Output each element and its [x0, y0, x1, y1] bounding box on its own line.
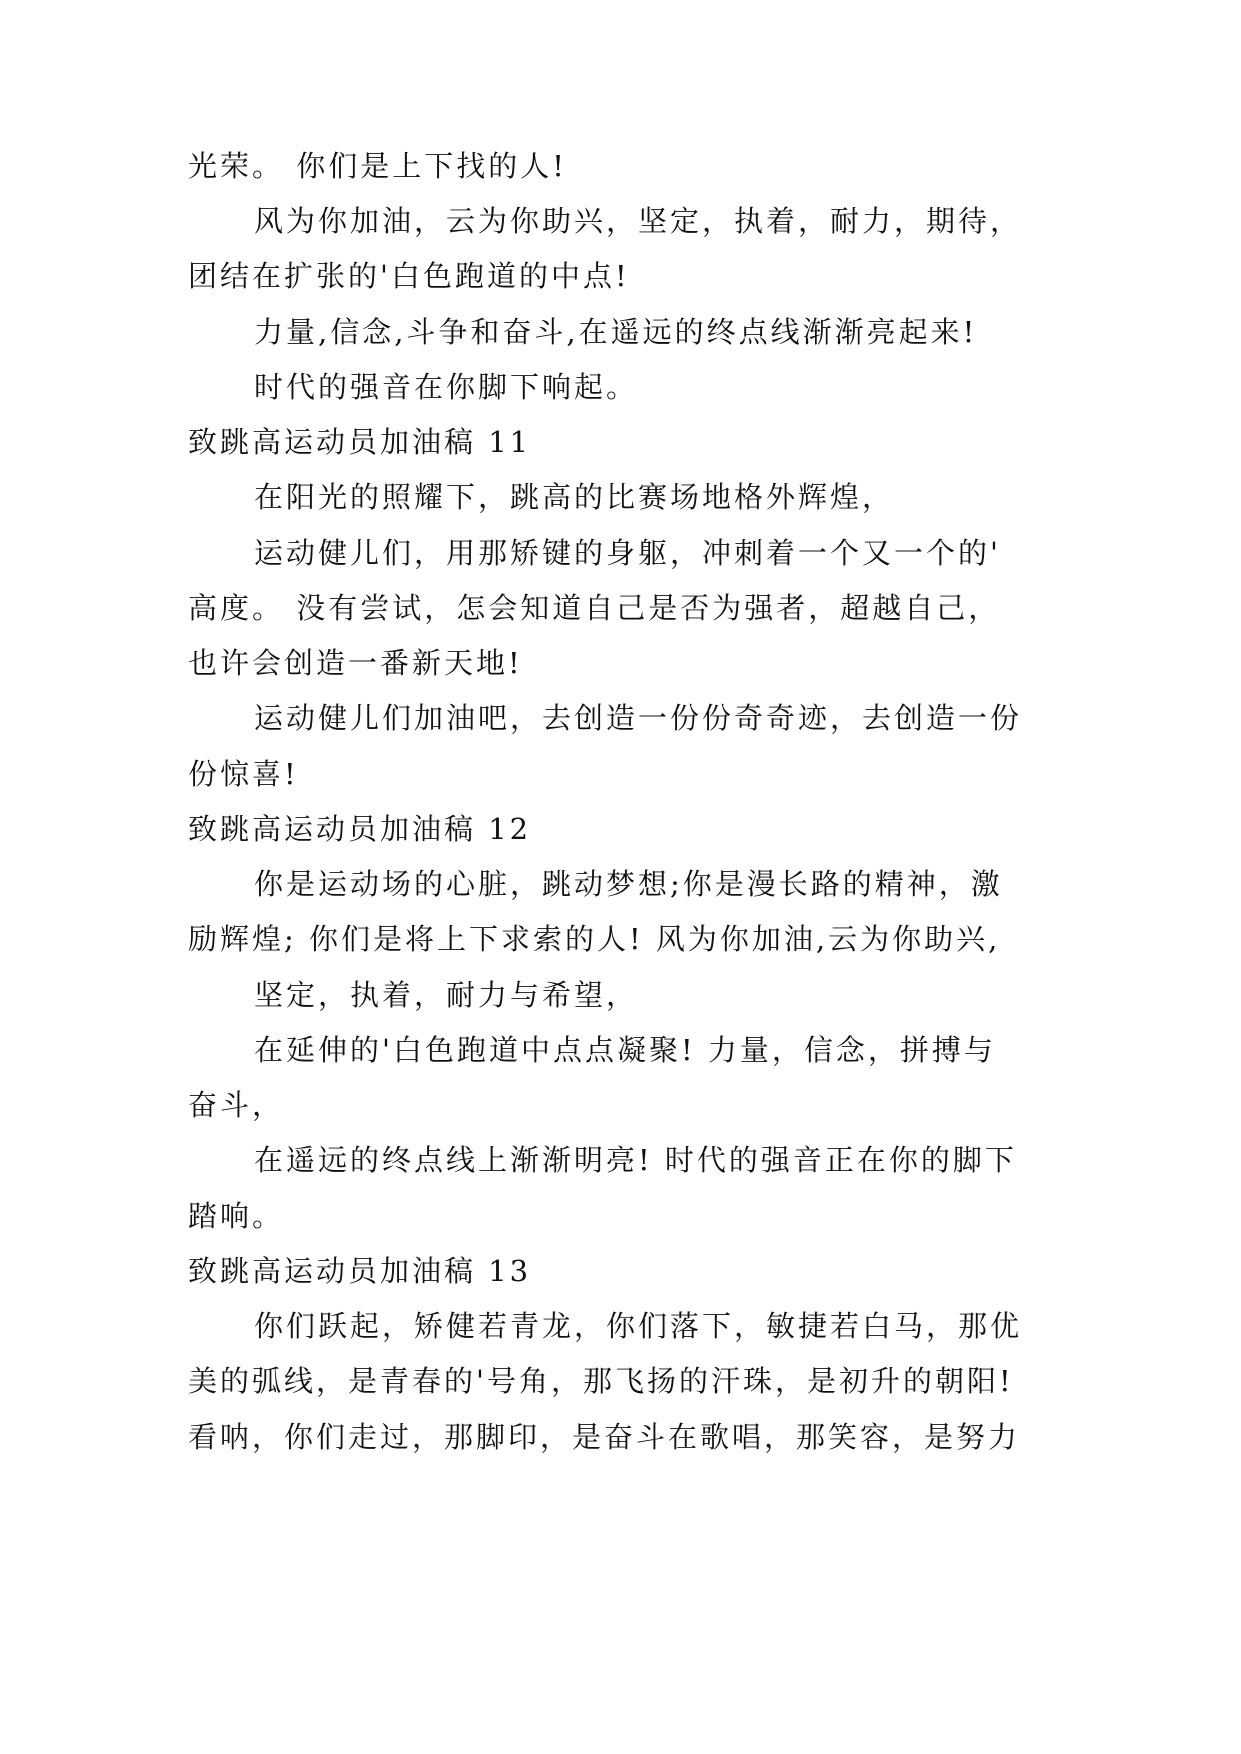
- text-line: 在遥远的终点线上渐渐明亮! 时代的强音正在你的脚下: [254, 1143, 1017, 1177]
- text-line: 风为你加油，云为你助兴，坚定，执着，耐力，期待，: [254, 204, 1023, 238]
- text-line: 励辉煌; 你们是将上下求索的人! 风为你加油,云为你助兴,: [188, 922, 1001, 956]
- section-heading-12: 致跳高运动员加油稿 12: [188, 812, 532, 846]
- text-line: 运动健儿们，用那矫键的身躯，冲刺着一个又一个的': [254, 536, 1001, 570]
- text-line: 你们跃起，矫健若青龙，你们落下，敏捷若白马，那优: [254, 1309, 1023, 1343]
- text-line: 时代的强音在你脚下响起。: [254, 370, 639, 404]
- text-line: 在延伸的'白色跑道中点点凝聚! 力量，信念，拼搏与: [254, 1033, 996, 1067]
- section-heading-11: 致跳高运动员加油稿 11: [188, 425, 532, 459]
- text-line: 光荣。 你们是上下找的人!: [188, 149, 567, 183]
- text-line: 高度。 没有尝试，怎会知道自己是否为强者，超越自己，: [188, 591, 1001, 625]
- text-line: 团结在扩张的'白色跑道的中点!: [188, 259, 630, 293]
- section-heading-13: 致跳高运动员加油稿 13: [188, 1254, 532, 1288]
- text-line: 美的弧线，是青春的'号角，那飞扬的汗珠，是初升的朝阳!: [188, 1364, 1014, 1398]
- text-line: 份惊喜!: [188, 757, 299, 791]
- text-line: 你是运动场的心脏，跳动梦想;你是漫长路的精神，激: [254, 867, 1003, 901]
- text-line: 坚定，执着，耐力与希望，: [254, 978, 639, 1012]
- text-line: 也许会创造一番新天地!: [188, 646, 523, 680]
- text-line: 看呐，你们走过，那脚印，是奋斗在歌唱，那笑容，是努力: [188, 1420, 1021, 1454]
- text-line: 在阳光的照耀下，跳高的比赛场地格外辉煌，: [254, 480, 895, 514]
- text-line: 力量,信念,斗争和奋斗,在遥远的终点线渐渐亮起来!: [254, 315, 978, 349]
- text-line: 运动健儿们加油吧，去创造一份份奇奇迹，去创造一份: [254, 701, 1023, 735]
- text-line: 踏响。: [188, 1199, 285, 1233]
- text-line: 奋斗，: [188, 1088, 285, 1122]
